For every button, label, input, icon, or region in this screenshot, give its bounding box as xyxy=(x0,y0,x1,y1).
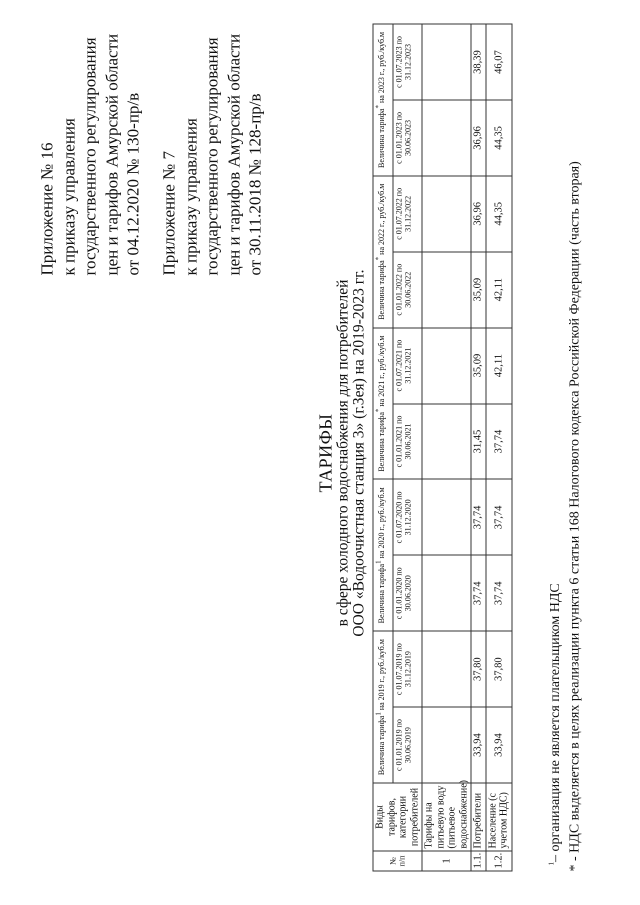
tariff-value: 35,09 xyxy=(471,251,486,327)
period-cell: с 01.01.2021 по 30.06.2021 xyxy=(392,403,421,479)
tariff-value: 36,96 xyxy=(471,99,486,175)
tariff-value: 31,45 xyxy=(471,403,486,479)
period-cell: с 01.07.2019 по 31.12.2019 xyxy=(392,631,421,707)
period-cell: с 01.07.2020 по 31.12.2020 xyxy=(392,479,421,555)
header-year-text: на 2019 г., руб./куб.м xyxy=(376,638,386,710)
tariff-value: 37,74 xyxy=(485,479,511,555)
row-label: Потребители xyxy=(471,783,486,851)
table-header-row xyxy=(373,24,393,871)
appendix-7-line: цен и тарифов Амурской области xyxy=(223,33,243,275)
footnote-vat-article: * - НДС выделяется в целях реализации пункта 6 статьи 168 Налогового кодекса Российской Федерации (часть вторая) xyxy=(567,160,582,871)
tariff-value: 37,80 xyxy=(485,631,511,707)
header-year-2020 xyxy=(373,479,393,631)
tariff-value: 37,74 xyxy=(471,479,486,555)
appendix-16-line: к приказу управления xyxy=(58,117,78,275)
tariff-value: 33,94 xyxy=(485,707,511,783)
header-year-label: Величина тарифа xyxy=(376,715,386,775)
period-cell: с 01.01.2023 по 30.06.2023 xyxy=(392,99,421,175)
tariff-value xyxy=(422,24,471,100)
header-year-sup: * xyxy=(374,104,382,108)
appendix-7-line: к приказу управления xyxy=(180,117,200,275)
header-year-text: на 2023 г., руб./куб.м xyxy=(376,31,386,103)
period-cell: с 01.07.2021 по 31.12.2021 xyxy=(392,327,421,403)
header-year-sup: * xyxy=(374,256,382,260)
appendix-7-block xyxy=(158,33,266,275)
document-title: ТАРИФЫ xyxy=(315,412,335,493)
tariff-value xyxy=(422,403,471,479)
header-year-text: на 2022 г., руб./куб.м xyxy=(376,183,386,255)
tariff-value: 46,07 xyxy=(485,24,511,100)
tariff-value xyxy=(422,251,471,327)
header-year-sup: 1 xyxy=(374,711,382,716)
tariff-value xyxy=(422,175,471,251)
period-cell: с 01.01.2020 по 30.06.2020 xyxy=(392,555,421,631)
appendix-16-line: от 04.12.2020 № 130-пр/в xyxy=(123,92,142,275)
period-cell: с 01.01.2022 по 30.06.2022 xyxy=(392,251,421,327)
tariff-value: 37,74 xyxy=(471,555,486,631)
footnote-text: – организация не является плательщиком НДС xyxy=(547,582,563,862)
period-cell: с 01.01.2019 по 30.06.2019 xyxy=(392,707,421,783)
tariff-value xyxy=(422,707,471,783)
tariff-value: 37,74 xyxy=(485,555,511,631)
period-cell: с 01.07.2023 по 31.12.2023 xyxy=(392,24,421,100)
tariff-value xyxy=(422,479,471,555)
header-year-text: на 2020 г., руб./куб.м xyxy=(376,486,386,558)
tariff-value: 42,11 xyxy=(485,327,511,403)
period-cell: с 01.07.2022 по 31.12.2022 xyxy=(392,175,421,251)
header-year-2022 xyxy=(373,175,393,327)
row-label: Тарифы на питьевую воду (питьевое водоснабжение) xyxy=(422,783,471,851)
document-subtitle-organization: ООО «Водоочистная станция 3» (г.Зея) на 2019-2023 гг. xyxy=(350,268,367,637)
header-year-2019 xyxy=(373,631,393,783)
tariff-value: 38,39 xyxy=(471,24,486,100)
appendix-16-block xyxy=(36,33,144,275)
appendix-16-line: государственного регулирования xyxy=(80,36,99,275)
header-year-label: Величина тарифа xyxy=(376,563,386,623)
tariff-value: 36,96 xyxy=(471,175,486,251)
header-year-sup: * xyxy=(374,408,382,412)
header-num: № п/п xyxy=(373,851,422,871)
header-year-label: Величина тарифа xyxy=(376,411,386,472)
tariff-value: 35,09 xyxy=(471,327,486,403)
header-type: Виды тарифов, категории потребителей xyxy=(373,783,422,851)
tariff-value xyxy=(422,327,471,403)
header-year-2021 xyxy=(373,327,393,479)
tariff-value: 37,80 xyxy=(471,631,486,707)
header-year-text: на 2021 г., руб./куб.м xyxy=(376,335,386,407)
tariff-table xyxy=(372,23,512,871)
tariff-value: 42,11 xyxy=(485,251,511,327)
table-period-row xyxy=(392,24,421,871)
appendix-7-line: Приложение № 7 xyxy=(159,150,178,275)
footnote-mark: 1 xyxy=(547,861,555,865)
row-num: 1 xyxy=(422,851,471,871)
tariff-value xyxy=(422,631,471,707)
appendix-16-line: цен и тарифов Амурской области xyxy=(101,33,121,275)
header-year-sup: 1 xyxy=(374,559,382,564)
appendix-7-line: государственного регулирования xyxy=(202,36,221,275)
footnote-vat-payer xyxy=(542,583,565,865)
tariff-value: 44,35 xyxy=(485,175,511,251)
header-year-label: Величина тарифа xyxy=(376,108,386,168)
appendix-16-line: Приложение № 16 xyxy=(37,142,56,275)
row-num: 1.1. xyxy=(471,851,486,871)
tariff-value xyxy=(422,99,471,175)
header-year-label: Величина тарифа xyxy=(376,259,386,320)
tariff-value: 44,35 xyxy=(485,99,511,175)
tariff-value: 33,94 xyxy=(471,707,486,783)
row-label: Население (с учетом НДС) xyxy=(485,783,511,851)
tariff-value xyxy=(422,555,471,631)
document-subtitle: в сфере холодного водоснабжения для потребителей xyxy=(334,279,351,626)
row-num: 1.2. xyxy=(485,851,511,871)
table-row xyxy=(422,24,471,871)
appendix-7-line: от 30.11.2018 № 128-пр/в xyxy=(245,92,264,275)
tariff-value: 37,74 xyxy=(485,403,511,479)
table-row xyxy=(485,24,511,871)
header-year-2023 xyxy=(373,24,393,176)
table-row xyxy=(471,24,486,871)
rotated-landscape-sheet xyxy=(20,20,620,885)
